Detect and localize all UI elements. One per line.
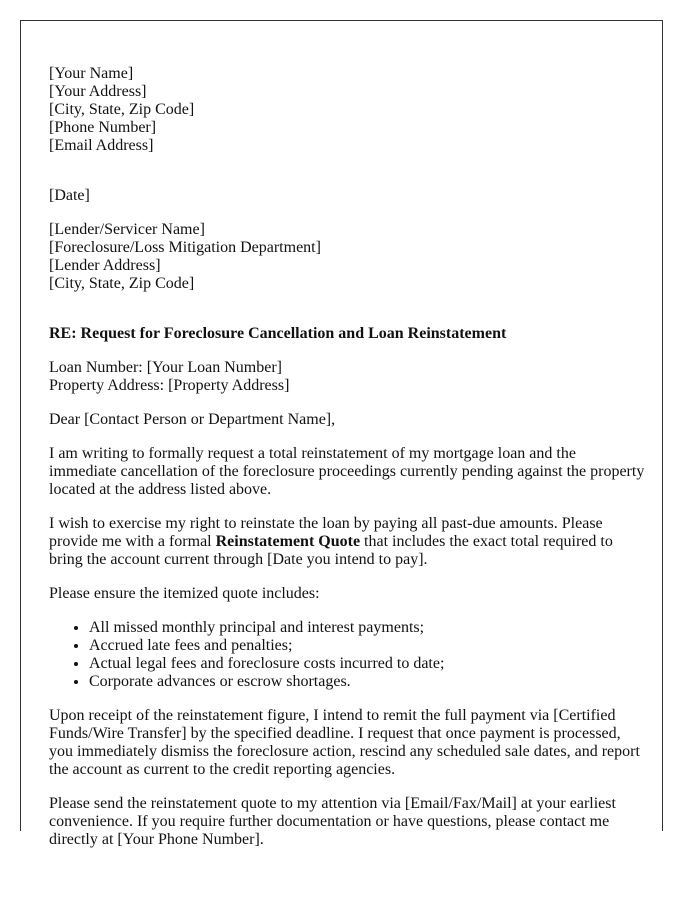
paragraph-2 [49,515,647,569]
salutation: Dear [Contact Person or Department Name], [49,411,336,428]
subject-line: RE: Request for Foreclosure Cancellation and Loan Reinstatement [49,325,507,342]
list-item: • Actual legal fees and foreclosure costs incurred to date; [89,655,647,673]
sender-phone: [Phone Number] [49,119,157,136]
loan-info [49,359,647,395]
paragraph-5: Please send the reinstatement quote to my attention via [Email/Fax/Mail] at your earliest convenience. If you require further documentation or have questions, please contact me directly at [Your Phone Number]. [49,795,616,848]
list-item: • Accrued late fees and penalties; [89,637,647,655]
paragraph-4: Upon receipt of the reinstatement figure, I intend to remit the full payment via [Certified Funds/Wire Transfer] by the specified deadline. I request that once payment is processed, you immediately dismiss the foreclosure action, rescind any scheduled sale dates, and report the account as current to the credit reporting agencies. [49,707,640,778]
reinstatement-quote-emphasis: Reinstatement Quote [215,533,361,550]
paragraph-2-text: I wish to exercise my right to reinstate the loan by paying all past-due amounts. Please provide me with a formal [49,515,603,550]
recipient-city: [City, State, Zip Code] [49,275,195,292]
list-item: • All missed monthly principal and interest payments; [89,619,647,637]
sender-address: [Your Address] [49,83,147,100]
recipient-name: [Lender/Servicer Name] [49,221,205,238]
sender-name: [Your Name] [49,65,134,82]
sender-city: [City, State, Zip Code] [49,101,195,118]
paragraph-3: Please ensure the itemized quote includes: [49,585,320,602]
letter-page [20,20,663,848]
paragraph-1: I am writing to formally request a total reinstatement of my mortgage loan and the immediate cancellation of the foreclosure proceedings currently pending against the property located at the address listed above. [49,445,645,498]
itemized-list [49,619,647,691]
recipient-address: [Lender Address] [49,257,161,274]
recipient-department: [Foreclosure/Loss Mitigation Department] [49,239,321,256]
letter-date: [Date] [49,187,90,204]
list-item: • Corporate advances or escrow shortages. [89,673,647,691]
loan-number: Loan Number: [Your Loan Number] [49,359,282,376]
property-address: Property Address: [Property Address] [49,377,290,394]
sender-email: [Email Address] [49,137,154,154]
paragraph-2-text-end: that includes the exact total required to bring the account current through [Date you intend to pay]. [49,533,613,568]
